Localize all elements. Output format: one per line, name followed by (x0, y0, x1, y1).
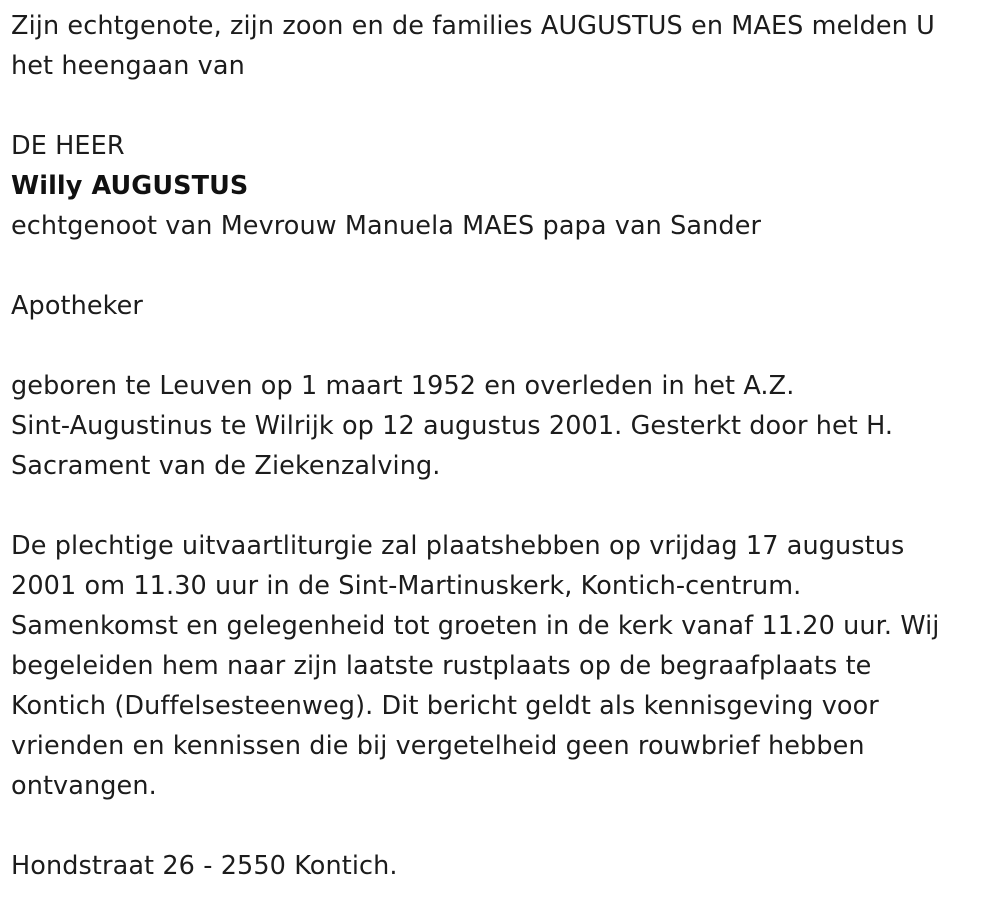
birth-death-line: Sint-Augustinus te Wilrijk op 12 augustus 2001. Gesterkt door het H. (11, 411, 894, 441)
intro-line: Zijn echtgenote, zijn zoon en de families AUGUSTUS en MAES melden U (11, 11, 935, 41)
obituary-document (11, 6, 986, 886)
deceased-name: Willy AUGUSTUS (11, 171, 249, 201)
funeral-line: vrienden en kennissen die bij vergetelheid geen rouwbrief hebben (11, 731, 865, 761)
spacer (11, 86, 986, 126)
funeral-line: Kontich (Duffelsesteenweg). Dit bericht geldt als kennisgeving voor (11, 691, 879, 721)
birth-death-line: Sacrament van de Ziekenzalving. (11, 451, 441, 481)
funeral-line: begeleiden hem naar zijn laatste rustplaats op de begraafplaats te (11, 651, 872, 681)
funeral-line: De plechtige uitvaartliturgie zal plaatshebben op vrijdag 17 augustus (11, 531, 905, 561)
funeral-line: 2001 om 11.30 uur in de Sint-Martinuskerk, Kontich-centrum. (11, 571, 802, 601)
intro-line: het heengaan van (11, 51, 245, 81)
relation-line: echtgenoot van Mevrouw Manuela MAES papa van Sander (11, 211, 762, 241)
spacer (11, 806, 986, 846)
spacer (11, 486, 986, 526)
profession: Apotheker (11, 291, 144, 321)
funeral-line: ontvangen. (11, 771, 157, 801)
honorific-title: DE HEER (11, 131, 125, 161)
birth-death-line: geboren te Leuven op 1 maart 1952 en overleden in het A.Z. (11, 371, 795, 401)
address-line: Hondstraat 26 - 2550 Kontich. (11, 851, 398, 881)
funeral-line: Samenkomst en gelegenheid tot groeten in de kerk vanaf 11.20 uur. Wij (11, 611, 940, 641)
spacer (11, 326, 986, 366)
spacer (11, 246, 986, 286)
